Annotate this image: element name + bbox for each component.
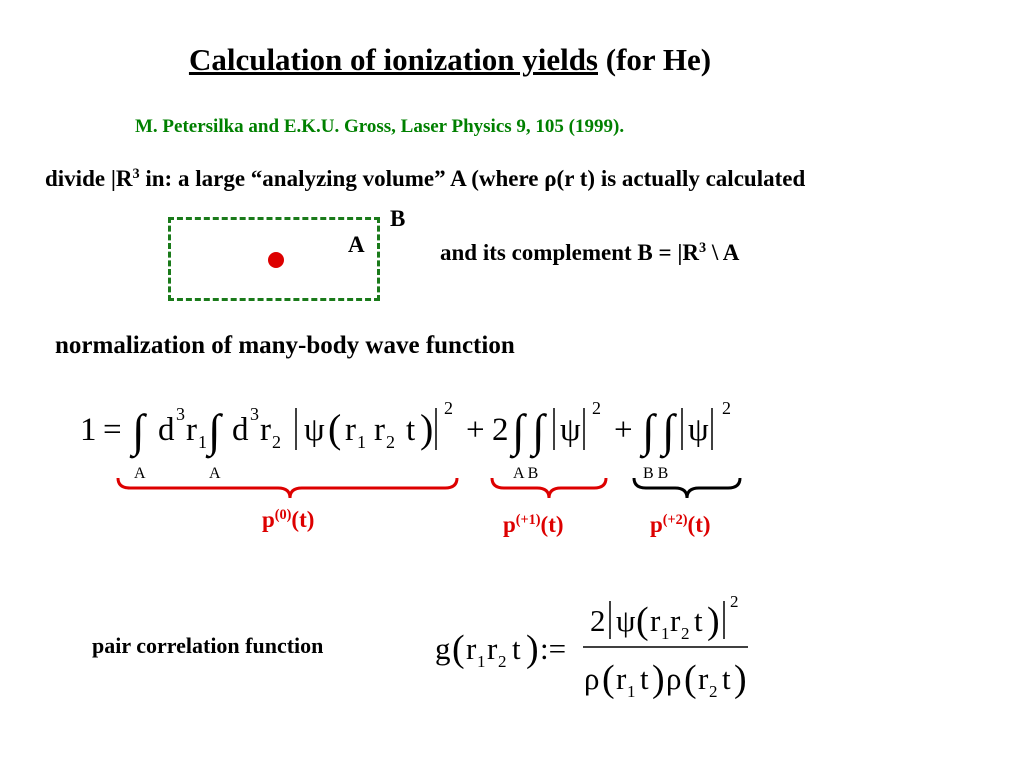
svg-text:1: 1 [80, 412, 97, 448]
svg-text:(: ( [452, 628, 465, 670]
svg-text:t: t [722, 661, 731, 696]
svg-text:d: d [232, 412, 249, 448]
complement-statement [440, 240, 739, 266]
complement-sup: 3 [699, 240, 707, 257]
svg-text:2: 2 [730, 592, 739, 611]
svg-text:+: + [466, 412, 485, 448]
svg-text:r: r [698, 661, 709, 696]
svg-text:(: ( [684, 658, 697, 700]
brace-p0 [118, 478, 457, 498]
svg-text:): ) [734, 658, 747, 700]
svg-text:ψ: ψ [616, 603, 636, 638]
svg-text:2: 2 [590, 603, 606, 638]
svg-text:ψ: ψ [688, 412, 709, 448]
p2-label: $p^{(+2)}(t)$ [650, 512, 711, 537]
svg-text:2: 2 [722, 398, 731, 418]
brace-p2 [634, 478, 740, 498]
svg-text:2: 2 [386, 432, 395, 452]
divide-text-pre: divide |R [45, 166, 133, 191]
svg-text:2: 2 [272, 432, 281, 452]
svg-text:r: r [670, 603, 681, 638]
svg-text:): ) [420, 406, 434, 451]
svg-text:r: r [487, 631, 498, 666]
svg-text:t: t [694, 603, 703, 638]
svg-text:r: r [616, 661, 627, 696]
svg-text:r: r [260, 412, 271, 448]
svg-text:2: 2 [592, 398, 601, 418]
divide-statement [45, 166, 805, 192]
svg-text:∫: ∫ [208, 405, 221, 456]
svg-text:3: 3 [250, 404, 259, 424]
svg-text:2: 2 [492, 412, 509, 448]
svg-text:r: r [650, 603, 661, 638]
svg-text:): ) [707, 600, 720, 642]
reference-citation: M. Petersilka and E.K.U. Gross, Laser Physics 9, 105 (1999). [135, 116, 625, 137]
p0-label: $p^{(0)}(t)$ [262, 507, 315, 532]
svg-text:(: ( [602, 658, 615, 700]
svg-text:2: 2 [498, 652, 507, 671]
pair-correlation-equation [430, 585, 790, 705]
braces-layer [0, 470, 1024, 510]
title-suffix: (for He) [598, 42, 712, 77]
limit-ab: A B [513, 465, 539, 482]
svg-text:ρ: ρ [666, 661, 682, 696]
svg-text:t: t [406, 412, 416, 448]
region-a-label: A [348, 232, 365, 257]
svg-text:1: 1 [477, 652, 486, 671]
svg-text:2: 2 [681, 624, 690, 643]
svg-text:2: 2 [444, 398, 453, 418]
svg-text:∫: ∫ [512, 405, 525, 456]
svg-text:r: r [186, 412, 197, 448]
svg-text::=: := [540, 631, 567, 666]
limit-bb: B B [643, 465, 669, 482]
complement-text-pre: and its complement B = |R [440, 240, 700, 265]
svg-text:1: 1 [198, 432, 207, 452]
svg-text:(: ( [636, 600, 649, 642]
svg-text:): ) [652, 658, 665, 700]
limit-a-first: A [134, 465, 146, 482]
svg-text:∫: ∫ [532, 405, 545, 456]
pair-correlation-label: pair correlation function [92, 633, 324, 658]
svg-text:ρ: ρ [584, 661, 600, 696]
svg-text:t: t [640, 661, 649, 696]
title-main: Calculation of ionization yields [188, 42, 598, 77]
svg-text:3: 3 [176, 404, 185, 424]
svg-text:t: t [512, 631, 521, 666]
svg-text:2: 2 [709, 682, 718, 701]
svg-text:g: g [435, 631, 451, 666]
limit-a-second: A [209, 465, 221, 482]
slide-title [0, 42, 900, 78]
svg-text:=: = [103, 412, 122, 448]
svg-text:r: r [345, 412, 356, 448]
normalization-heading: normalization of many-body wave function [55, 332, 515, 359]
svg-text:(: ( [328, 406, 342, 451]
divide-text-post: in: a large “analyzing volume” A (where ρ(r t) is actually calculated [139, 166, 806, 191]
svg-text:r: r [466, 631, 477, 666]
svg-text:∫: ∫ [642, 405, 655, 456]
complement-text-post: \ A [706, 240, 740, 265]
svg-text:): ) [526, 628, 539, 670]
svg-text:1: 1 [627, 682, 636, 701]
svg-text:d: d [158, 412, 175, 448]
divide-sup: 3 [132, 166, 140, 183]
svg-text:ψ: ψ [560, 412, 581, 448]
p1-label: $p^{(+1)}(t)$ [503, 512, 564, 537]
svg-text:+: + [614, 412, 633, 448]
svg-text:∫: ∫ [132, 405, 145, 456]
svg-text:1: 1 [357, 432, 366, 452]
svg-text:1: 1 [661, 624, 670, 643]
svg-text:ψ: ψ [304, 412, 325, 448]
nucleus-dot [268, 252, 284, 268]
region-b-label: B [390, 206, 406, 231]
svg-text:∫: ∫ [662, 405, 675, 456]
svg-text:r: r [374, 412, 385, 448]
brace-p1 [492, 478, 606, 498]
